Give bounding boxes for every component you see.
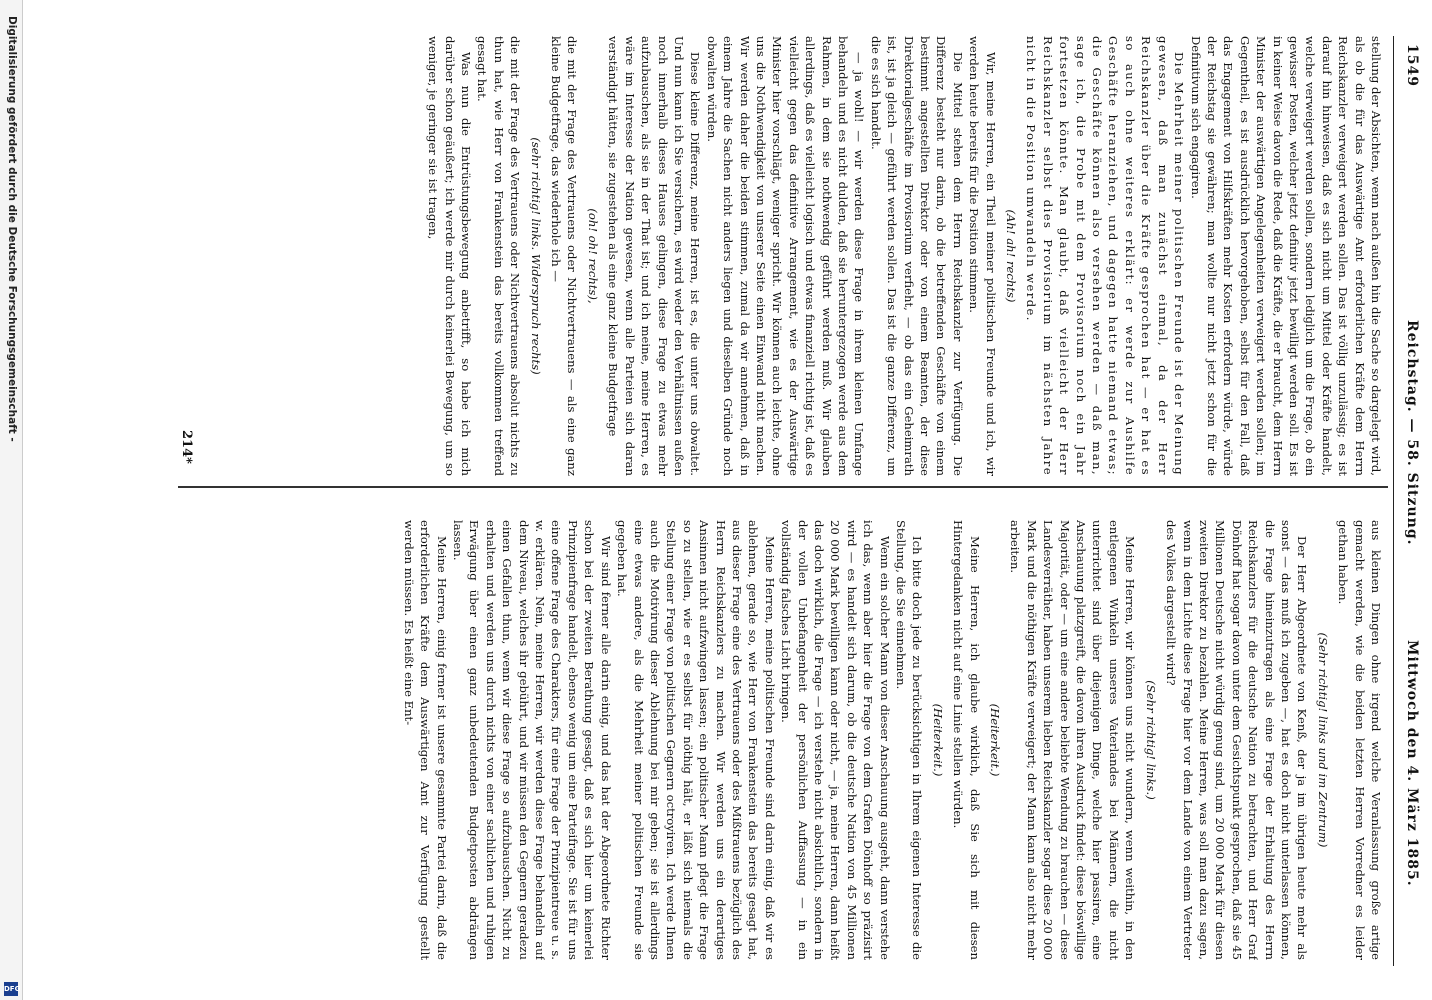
paragraph: Was nun die Entrüstungsbewegung anbetrifft, so habe ich mich darüber schon geäußert; ich werde mir durch keinerlei Bewegung, um so weniger, je geringer sie ist tragen, bbox=[426, 36, 474, 476]
interjection: (sehr richtig! links. Widerspruch rechts) bbox=[528, 137, 543, 375]
interjection: (Sehr richtig! links.) bbox=[1143, 680, 1158, 800]
paragraph: die mit der Frage des Vertrauens oder Nichtvertrauens absolut nichts zu thun hat, wie Herr von Frankenstein das bereits vollkommen treffend gesagt hat. bbox=[475, 36, 523, 476]
session-date: Mittwoch den 4. März 1885. bbox=[1404, 640, 1420, 887]
text-column-right-page bbox=[184, 36, 1384, 476]
paragraph: Die Mehrheit meiner politischen Freunde ist der Meinung gewesen, daß man zunächst einmal, da der Herr Reichskanzler über die Kräfte gesprochen hat — er hat es so auch ohne weiteres erklärt: er werde zur Aushilfe Geschäfte heranziehen, und dagegen hatte niemand etwas; die Geschäfte können also versehen werden — daß man, sage ich, die Probe mit dem Provisorium noch ein Jahr fortsetzen könnte. Man glaubt, daß vielleicht der Herr Reichskanzler selbst dies Provisorium im nächsten Jahre nicht in die Position umwandeln werde. bbox=[1024, 36, 1187, 476]
interjection: (Heiterkeit.) bbox=[930, 703, 945, 777]
dfg-logo: DFG bbox=[4, 982, 18, 996]
page-number: 1549 bbox=[1404, 44, 1420, 87]
paragraph: Meine Herren, wir können uns nicht wundern, wenn weithin, in den entlegenen Winkeln unseres Vaterlandes bei Männern, die nicht unterrichtet sind über diejenigen Dinge, welche hier passiren, eine Anschauung platzgreift, die davon ihren Ausdruck findet: diese böswillige Majorität, oder — um eine andere beliebte Wendung zu brauchen — diese Landesverräther, haben unserem lieben Reichskanzler sogar diese 20 000 Mark und die nöthigen Kräfte verweigert; der Mann kann also nicht mehr arbeiten. bbox=[1008, 520, 1138, 960]
paragraph: Ich bitte doch jede zu berücksichtigen in Ihrem eigenen Interesse die Stellung, die Sie einnehmen. bbox=[894, 520, 925, 960]
paragraph: Meine Herren, meine politischen Freunde sind darin einig, daß wir es ablehnen, gerade so, wie Herr von Frankenstein das bereits gesagt hat, aus dieser Frage eine des Vertrauens oder des Mißtrauens bezüglich des Herrn Reichskanzlers zu machen. Wir werden uns ein derartiges Ansinnen nicht aufzwingen lassen; ein politischer Mann pflegt die Frage so zu stellen, wie er es selbst für nöthig hält, er läßt sich niemals die Stellung einer Frage von politischen Gegnern octroyiren. Ich werde Ihnen auch die Motivirung dieser Ablehnung bei mir geben; sie ist allerdings eine etwas andere, als die Mehrheit meiner politischen Freunde sie gegeben hat. bbox=[615, 520, 777, 960]
paragraph: Meine Herren, einig ferner ist unsere gesammte Partei darin, daß die erforderlichen Kräfte dem Auswärtigen Amt zur Verfügung gestellt werden müssen. Es heißt eine Ent- bbox=[401, 520, 449, 960]
signature-mark: 214* bbox=[179, 430, 194, 464]
digitization-footer bbox=[0, 0, 23, 1000]
paragraph: die mit der Frage des Vertrauens oder Nichtvertrauens — als eine ganz kleine Budgetfrage, das wiederhole ich — bbox=[549, 36, 580, 476]
paragraph: Wenn ein solcher Mann von dieser Anschauung ausgeht, dann verstehe ich das, wenn aber hier die Frage von dem Grafen Dönhoff so präzisirt wird — es handelt sich darum, ob die deutsche Nation von 45 Millionen 20 000 Mark bewilligen kann oder nicht, — ja, meine Herren, dann heißt das doch wirklich, die Frage — ich verstehe nicht absichtlich, sondern in der vollen Unbefangenheit der persönlichen Auffassung — in ein vollständig falsches Licht bringen. bbox=[779, 520, 892, 960]
column-divider bbox=[178, 486, 1388, 488]
paragraph: Die Mittel stehen dem Herrn Reichskanzler zur Verfügung. Die Differenz besteht nur darin, ob die betreffenden Geschäfte von einem bestimmt angestellten Direktor oder von einem Beamten, der diese Direktorialgeschäfte im Provisorium verfieht, — ob das ein Geheimrath ist, ist ja gleich — geführt werden sollen. Das ist die ganze Differenz, um die es sich handelt. bbox=[868, 36, 965, 476]
session-title: Reichstag. — 58. Sitzung. bbox=[1404, 320, 1420, 546]
paragraph: Wir sind ferner alle darin einig, und das hat der Abgeordnete Richter schon bei der zweiten Berathung gesagt, daß es sich hier um keinerlei Prinzipienfrage handelt, ebenso wenig um eine Parteifrage. Sie ist für uns eine offene Frage des Charakters, für eine Frage der Prinzipientreue u. s. w. erklären. Nein, meine Herren, wir werden diese Frage behandeln auf dem Niveau, welches ihr gebührt, und wir müssen den Gegnern geradezu einen Gefallen thun, wenn wir diese Frage so aufzubauschen. Nicht zu erhalten und werden uns durch nichts von einer sachlichen und ruhigen Erwägung über einen ganz unbedeutenden Budgetposten abdrängen lassen. bbox=[451, 520, 613, 960]
page-header bbox=[1394, 0, 1420, 1000]
paragraph: stellung der Absichten, wenn nach außen hin die Sache so dargelegt wird, als ob die für das Auswärtige Amt erforderlichen Kräfte dem Herrn Reichskanzler verweigert werden sollen. Das ist völlig unzulässig; es ist darauf hin hinweisen, daß es sich nicht um Mittel oder Kräfte handelt, welche verweigert werden sollen, sondern lediglich um die Frage, ob ein gewisser Posten, welcher jetzt definitiv jetzt bewilligt werden soll. Es ist in keiner Weise davon die Rede, daß die Kräfte, die er braucht, dem Herrn Minister der auswärtigen Angelegenheiten verweigert werden sollen; im Gegentheil, es ist ausdrücklich hervorgehoben, selbst für den Fall, daß das Engagement von Hilfskräften mehr Kosten erfordern würde, würde der Reichstag sie gewähren; man wollte nur nicht jetzt schon für die Definitivum sich engagiren. bbox=[1188, 36, 1383, 476]
funding-note: Digitalisierung gefördert durch die Deutsche Forschungsgemeinschaft - bbox=[6, 16, 18, 442]
paragraph: Der Herr Abgeordnete von Kenß, der ja im übrigen heute mehr als sonst — das muß ich zugeben —, hat es doch nicht unterlassen können, die Frage hineinzutragen als eine Frage der Erhaltung des Herrn Reichskanzlers für die deutsche Nation zu betrachten, und Herr Graf Dönhoff hat sogar davon unter dem Gesichtspunkt gesprochen, daß sie 45 Millionen Deutsche nicht würdig genug sind, um 20 000 Mark für diesen zweiten Direktor zu bezahlen. Meine Herren, was soll man dazu sagen, wenn in dem Lichte diese Frage hier vor dem Lande von einem Vertreter des Volkes dargestellt wird? bbox=[1164, 520, 1310, 960]
paragraph: — ja wohl! — wir werden diese Frage in ihrem kleinen Umfange behandeln und es nicht dulden, daß sie heruntergezogen werde aus dem Rahmen, in dem sie nothwendig geführt werden muß. Wir glauben allerdings, daß es vielleicht logisch und etwas finanziell richtig ist, daß es vielleicht gegen das definitive Arrangement, wie es der Auswärtige Minister hier vorschlägt, weniger spricht. Wir können auch leichte, ohne uns die Nothwendigkeit von unserer Seite einen Einwand nicht machen. Wir werden daher die beiden stimmen, zumal da wir annehmen, daß in einem Jahre die Sachen nicht anders liegen und dieselben Gründe noch obwalten würden. bbox=[704, 36, 867, 476]
paragraph: Diese kleine Differenz, meine Herren, ist es, die unter uns obwaltet. Und nun kann ich Sie versichern, es wird weder den Verhältnissen außen noch innerhalb dieses Hauses gelingen, diese Frage zu etwas mehr aufzubauschen, als sie in der That ist; und ich meine, meine Herren, es wäre im Interesse der Nation gewesen, wenn alle Parteien sich daran verständigt hätten, sie zugestehen als eine ganz kleine Budgetfrage bbox=[606, 36, 703, 476]
interjection: (Heiterkeit.) bbox=[988, 703, 1003, 777]
paragraph: aus kleinen Dingen ohne irgend welche Veranlassung große artige gemacht werden, wie die beiden letzten Herren Vorredner es leider gethan haben. bbox=[1336, 520, 1383, 960]
interjection: (Ah! ah! rechts) bbox=[1004, 209, 1019, 303]
paragraph: Meine Herren, ich glaube wirklich, daß Sie sich mit diesen Hintergedanken nicht auf eine Linie stellen würden. bbox=[951, 520, 982, 960]
text-column-left-page bbox=[184, 520, 1384, 960]
interjection: (oh! oh! rechts), bbox=[585, 208, 600, 304]
interjection: (Sehr richtig! links und im Zentrum) bbox=[1315, 632, 1330, 848]
paragraph: Wir, meine Herren, ein Theil meiner politischen Freunde und ich, wir werden heute bereits für die Position stimmen. bbox=[967, 36, 998, 476]
header-rule bbox=[1393, 36, 1394, 966]
